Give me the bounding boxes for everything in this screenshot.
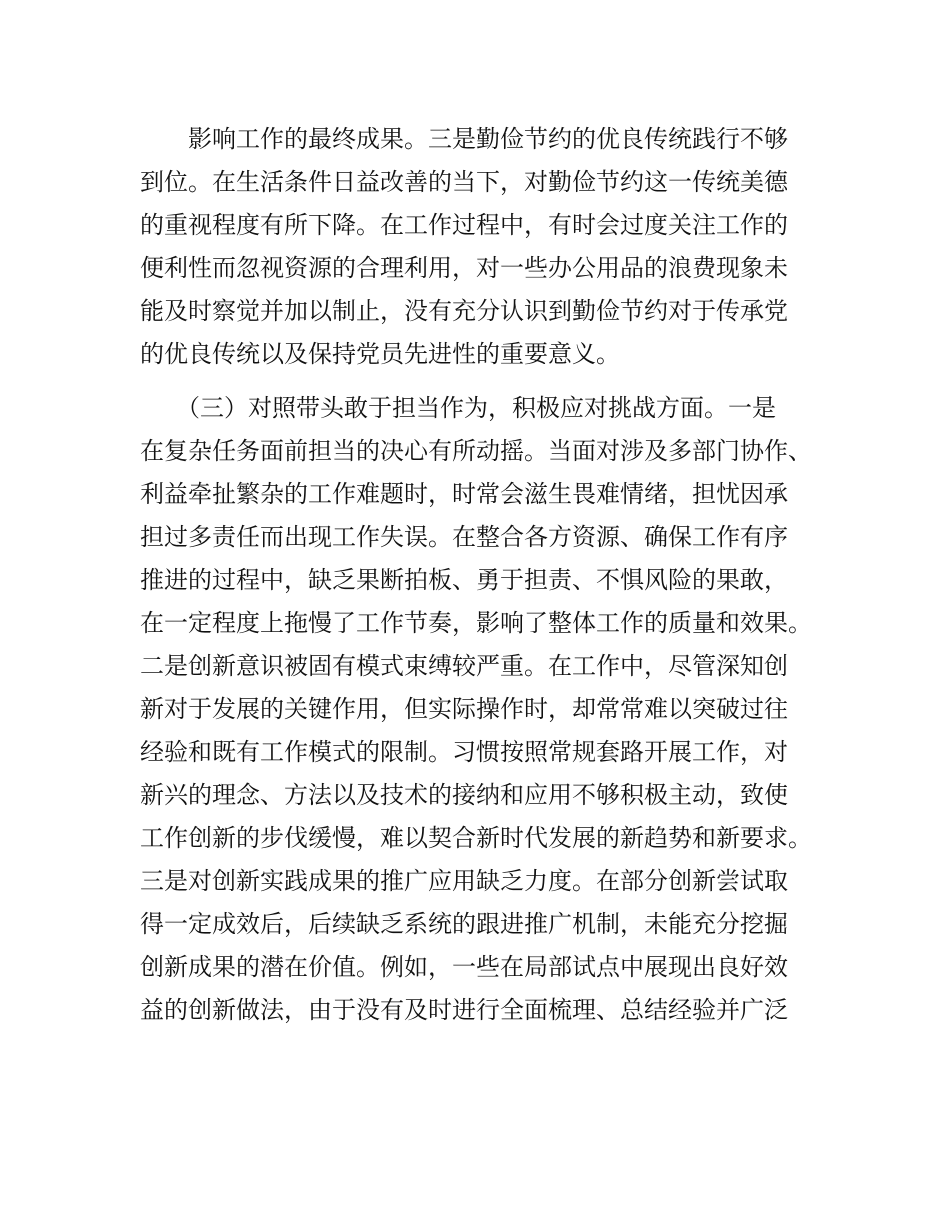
text-line: 新对于发展的关键作用，但实际操作时，却常常难以突破过往 bbox=[140, 695, 788, 723]
text-line: 在复杂任务面前担当的决心有所动摇。当面对涉及多部门协作、 bbox=[140, 437, 812, 465]
text-line: 利益牵扯繁杂的工作难题时，时常会滋生畏难情绪，担忧因承 bbox=[140, 480, 788, 508]
text-line: 到位。在生活条件日益改善的当下，对勤俭节约这一传统美德 bbox=[140, 168, 788, 196]
text-line: 工作创新的步伐缓慢，难以契合新时代发展的新趋势和新要求。 bbox=[140, 824, 812, 852]
text-line: 得一定成效后，后续缺乏系统的跟进推广机制，未能充分挖掘 bbox=[140, 910, 788, 938]
section-heading-line: （三）对照带头敢于担当作为，积极应对挑战方面。一是 bbox=[140, 394, 776, 422]
text-line: 三是对创新实践成果的推广应用缺乏力度。在部分创新尝试取 bbox=[140, 867, 788, 895]
text-line: 二是创新意识被固有模式束缚较严重。在工作中，尽管深知创 bbox=[140, 652, 788, 680]
text-line: 新兴的理念、方法以及技术的接纳和应用不够积极主动，致使 bbox=[140, 781, 788, 809]
text-line: 益的创新做法，由于没有及时进行全面梳理、总结经验并广泛 bbox=[140, 996, 788, 1024]
text-line: 担过多责任而出现工作失误。在整合各方资源、确保工作有序 bbox=[140, 523, 788, 551]
text-line: 能及时察觉并加以制止，没有充分认识到勤俭节约对于传承党 bbox=[140, 297, 788, 325]
text-line: 经验和既有工作模式的限制。习惯按照常规套路开展工作，对 bbox=[140, 738, 788, 766]
text-line: 的重视程度有所下降。在工作过程中，有时会过度关注工作的 bbox=[140, 211, 788, 239]
text-line: 影响工作的最终成果。三是勤俭节约的优良传统践行不够 bbox=[140, 125, 788, 153]
text-line: 创新成果的潜在价值。例如，一些在局部试点中展现出良好效 bbox=[140, 953, 788, 981]
text-line: 在一定程度上拖慢了工作节奏，影响了整体工作的质量和效果。 bbox=[140, 609, 812, 637]
text-line: 推进的过程中，缺乏果断拍板、勇于担责、不惧风险的果敢， bbox=[140, 566, 788, 594]
text-line: 便利性而忽视资源的合理利用，对一些办公用品的浪费现象未 bbox=[140, 254, 788, 282]
text-line: 的优良传统以及保持党员先进性的重要意义。 bbox=[140, 340, 620, 368]
